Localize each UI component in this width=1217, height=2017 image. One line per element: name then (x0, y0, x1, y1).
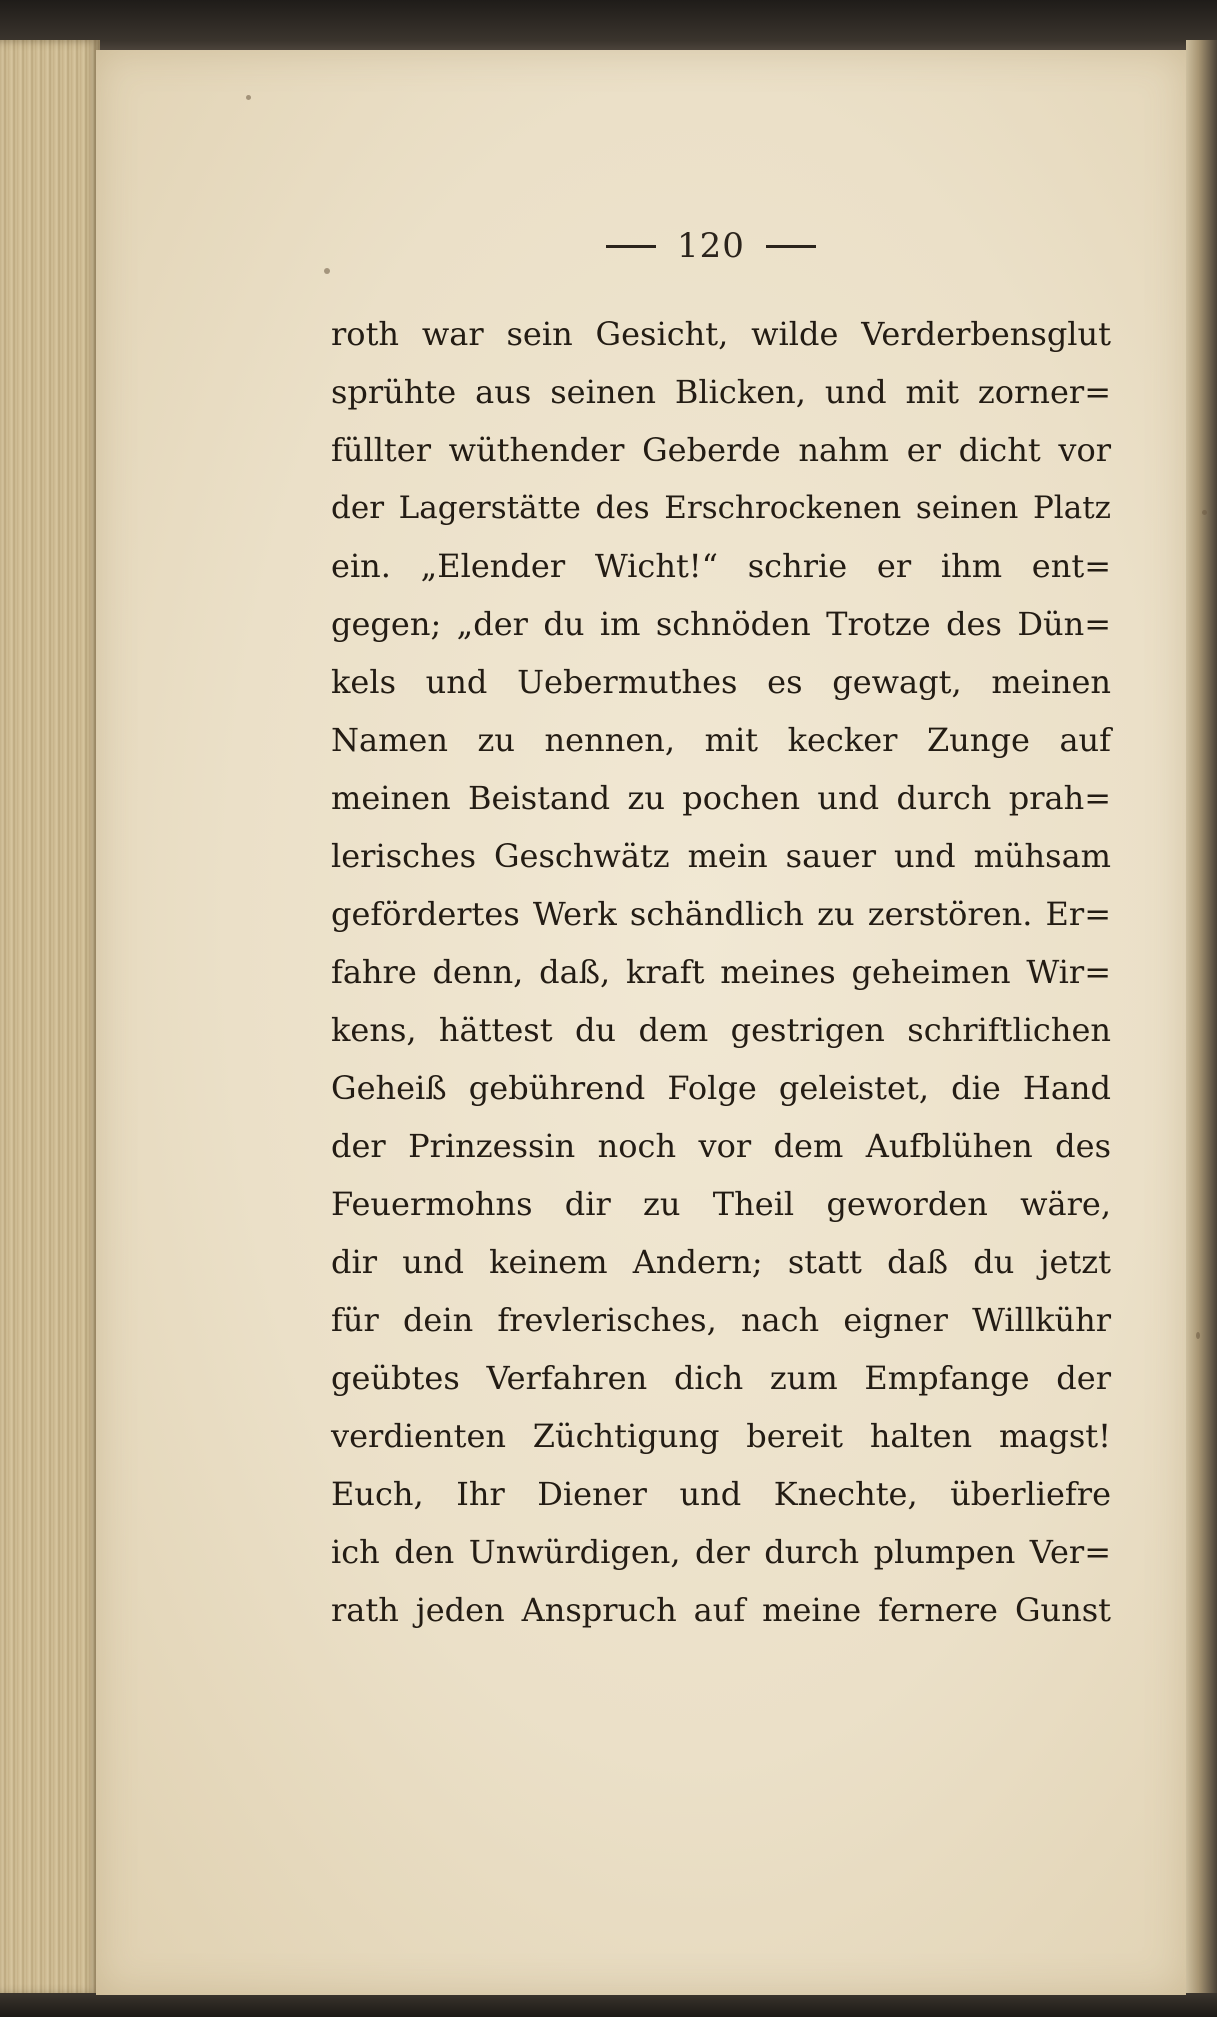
text-line: gegen; „der du im schnöden Trotze des Dün= (331, 605, 1111, 643)
text-line: ein. „Elender Wicht!“ schrie er ihm ent= (331, 547, 1111, 585)
text-line: ich den Unwürdigen, der durch plumpen Ver= (331, 1533, 1111, 1571)
text-line: der Prinzessin noch vor dem Aufblühen des (331, 1127, 1111, 1165)
text-line: der Lagerstätte des Erschrockenen seinen Platz (331, 490, 1111, 526)
page-stack-edge (0, 40, 100, 1995)
text-line: für dein frevlerisches, nach eigner Willkühr (331, 1301, 1111, 1339)
text-line: Geheiß gebührend Folge geleistet, die Hand (331, 1069, 1111, 1107)
header-dash-left (606, 245, 656, 248)
text-line: dir und keinem Andern; statt daß du jetzt (331, 1243, 1111, 1281)
book-gutter-edge (1186, 40, 1217, 1995)
page-header (606, 220, 816, 272)
text-line: Feuermohns dir zu Theil geworden wäre, (331, 1185, 1111, 1223)
page-number: 120 (677, 226, 745, 266)
text-line: meinen Beistand zu pochen und durch prah= (331, 779, 1111, 817)
text-line: kens, hättest du dem gestrigen schriftlichen (331, 1011, 1111, 1049)
paper-speck (324, 268, 330, 274)
text-line: Namen zu nennen, mit kecker Zunge auf (331, 721, 1111, 759)
text-line: lerisches Geschwätz mein sauer und mühsam (331, 837, 1111, 875)
body-text (331, 305, 1111, 1639)
text-line: gefördertes Werk schändlich zu zerstören. Er= (331, 895, 1111, 933)
text-line: verdienten Züchtigung bereit halten magst! (331, 1417, 1111, 1455)
text-line: kels und Uebermuthes es gewagt, meinen (331, 663, 1111, 701)
text-line: füllter wüthender Geberde nahm er dicht vor (331, 431, 1111, 469)
paper-speck (1202, 510, 1207, 515)
paper-speck (246, 95, 251, 100)
text-line: geübtes Verfahren dich zum Empfange der (331, 1359, 1111, 1397)
text-line: fahre denn, daß, kraft meines geheimen Wir= (331, 953, 1111, 991)
paper-speck (1196, 1332, 1200, 1339)
text-line: roth war sein Gesicht, wilde Verderbensglut (331, 315, 1111, 353)
header-dash-right (766, 245, 816, 248)
book-bottom-edge (0, 1993, 1217, 2017)
text-line: sprühte aus seinen Blicken, und mit zorner= (331, 373, 1111, 411)
text-line: rath jeden Anspruch auf meine fernere Gunst (331, 1591, 1111, 1629)
text-line: Euch, Ihr Diener und Knechte, überliefre (331, 1475, 1111, 1513)
